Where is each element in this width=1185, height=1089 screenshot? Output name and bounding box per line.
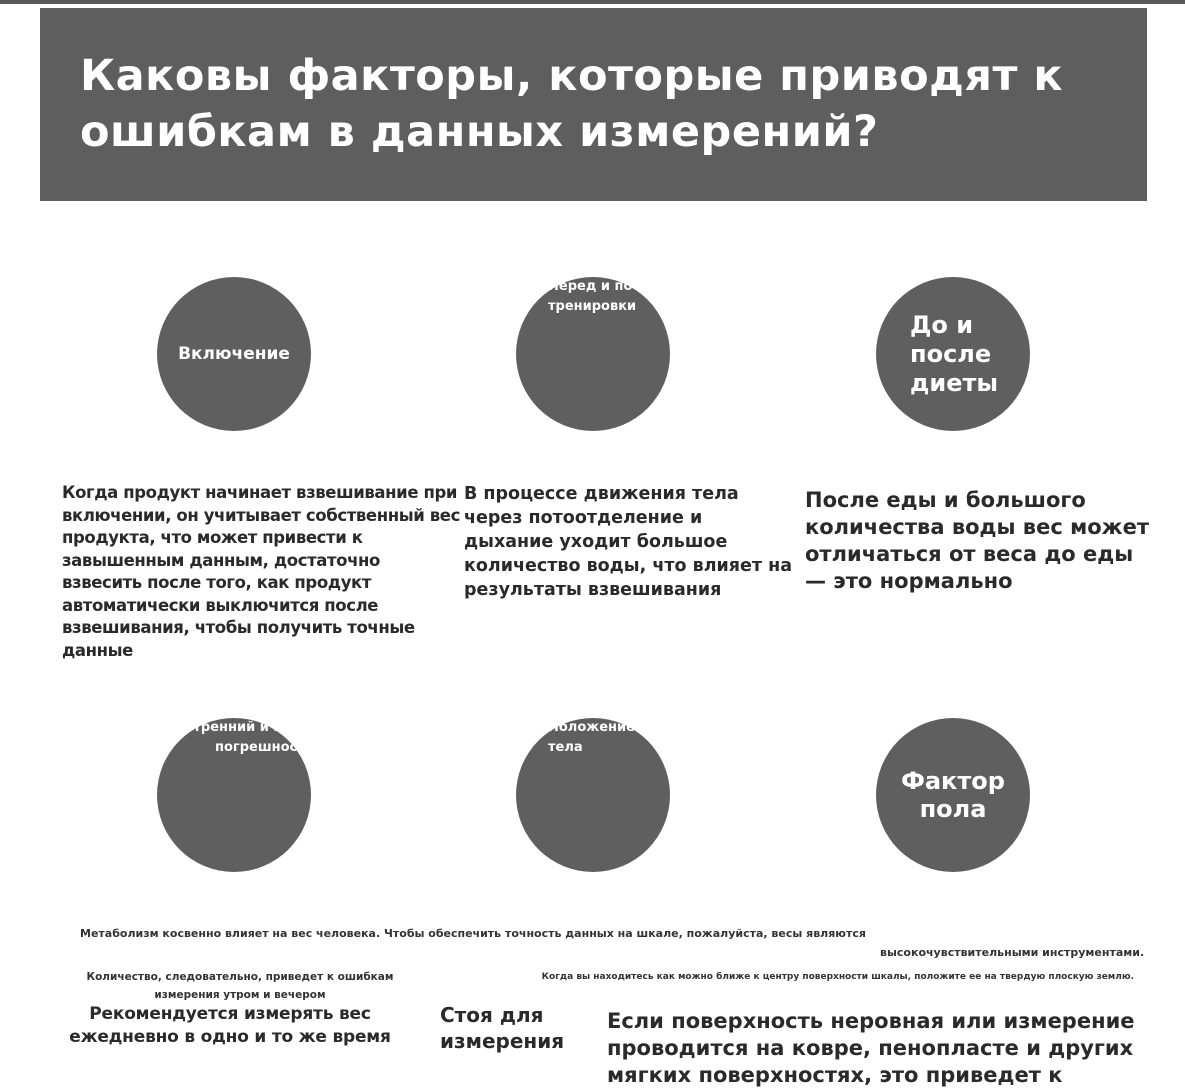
factor-circle-morning-evening [157, 718, 345, 872]
factor-circle-power-on [157, 277, 311, 431]
factor-text-diet: После еды и большого количества воды вес может отличаться от веса до еды — это нормально [805, 488, 1149, 593]
header-banner [40, 8, 1147, 201]
factor-text-body-position: Стоя для измерения [440, 1003, 565, 1053]
page-title: Каковы факторы, которые приводят к ошибкам в данных измерений? [80, 51, 1064, 157]
factor-text-morning-evening: Рекомендуется измерять вес ежедневно в одно и то же время [69, 1004, 391, 1047]
factor-circle-floor [876, 718, 1030, 872]
factor-label-line1: Фактор [901, 767, 1005, 795]
factor-label-line1: Перед и после [548, 279, 659, 294]
factor-note-morning-evening: Количество, следовательно, приведет к ошибкам измерения утром и вечером [86, 971, 394, 1001]
factor-label-line2: погрешность [215, 740, 314, 755]
metabolism-note-line2: высокочувствительными инструментами. [880, 946, 1145, 959]
factor-label-line2: тренировки [548, 299, 637, 314]
top-border [0, 0, 1185, 4]
metabolism-note-line1: Метаболизм косвенно влияет на вес человека. Чтобы обеспечить точность данных на шкале, пожалуйста, весы являются [80, 927, 866, 940]
factor-label-line2: пола [919, 795, 987, 823]
factor-label-line1: Положение [548, 720, 635, 735]
factor-label: Включение [178, 344, 290, 364]
factor-label-line2: тела [548, 740, 583, 755]
factor-circle-body-position [516, 718, 670, 872]
factor-text-power-on: Когда продукт начинает взвешивание при включении, он учитывает собственный вес продукта, что может привести к завышенным данным, достаточно взвесить после того, как продукт автоматически выключится после взвешивания, чтобы получить точные данные [62, 483, 460, 660]
factor-text-training: В процессе движения тела через потоотделение и дыхание уходит большое количество воды, что влияет на результаты взвешивания [464, 484, 793, 600]
factor-circle-training [516, 277, 670, 431]
factor-note-floor: Когда вы находитесь как можно ближе к центру поверхности шкалы, положите ее на твердую плоскую землю. [541, 972, 1134, 982]
factor-label-line1: Утренний и вечерний [183, 720, 345, 735]
factor-circle-diet [876, 277, 1030, 431]
factor-label-line1: До и [910, 310, 974, 339]
factor-text-floor: Если поверхность неровная или измерение проводится на ковре, пенопласте и других мягких поверхностях, это приведет к [607, 1009, 1135, 1087]
factor-label-line3: диеты [910, 368, 999, 397]
factor-label-line2: после [910, 339, 992, 368]
